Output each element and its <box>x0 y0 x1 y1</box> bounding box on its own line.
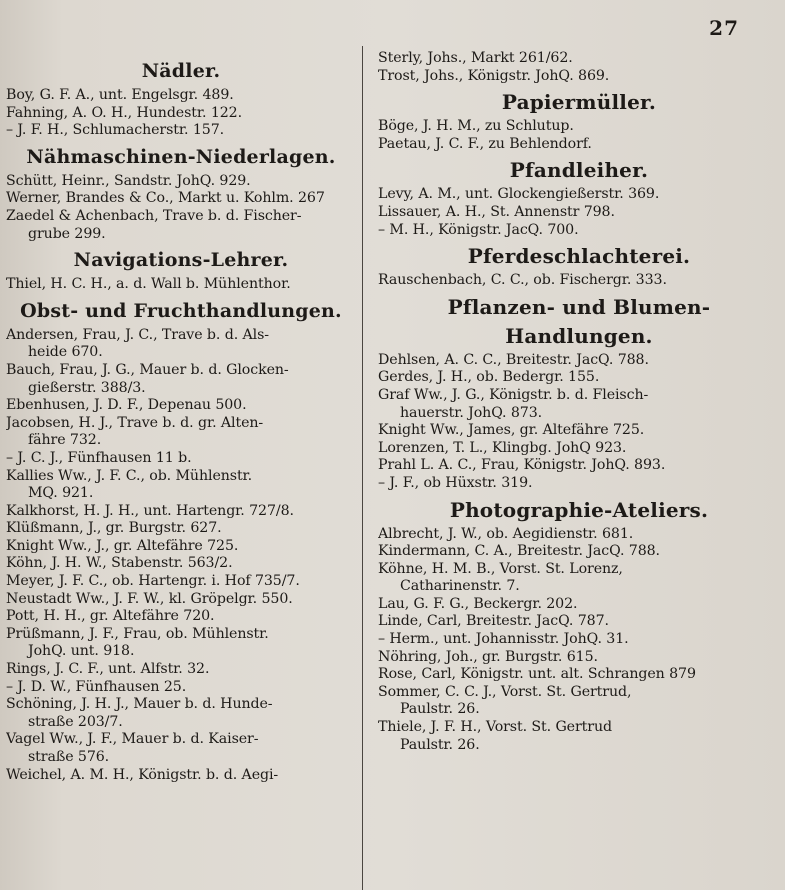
directory-entry: Meyer, J. F. C., ob. Hartengr. i. Hof 735/7. <box>6 573 300 590</box>
directory-entry-continuation: hauerstr. JohQ. 873. <box>400 404 543 421</box>
section-photographie-ateliers <box>378 497 780 755</box>
directory-entry: Kindermann, C. A., Breitestr. JacQ. 788. <box>378 543 660 560</box>
directory-entry: Prüßmann, J. F., Frau, ob. Mühlenstr. <box>6 625 269 642</box>
directory-entry: Paetau, J. C. F., zu Behlendorf. <box>378 135 592 152</box>
directory-entry: – J. F., ob Hüxstr. 319. <box>378 474 533 491</box>
directory-entry: Rauschenbach, C. C., ob. Fischergr. 333. <box>378 272 667 289</box>
directory-entry-continuation: gießerstr. 388/3. <box>28 379 146 396</box>
directory-entry: Graf Ww., J. G., Königstr. b. d. Fleisch- <box>378 386 649 403</box>
section-heading-line2: Handlungen. <box>505 323 653 348</box>
directory-entry: Klüßmann, J., gr. Burgstr. 627. <box>6 520 222 537</box>
section-heading: Photographie-Ateliers. <box>449 497 709 522</box>
section-papiermueller <box>378 89 780 153</box>
directory-entry-continuation: JohQ. unt. 918. <box>28 643 135 660</box>
directory-entry-continuation: MQ. 921. <box>28 485 94 502</box>
directory-entry: Lissauer, A. H., St. Annenstr 798. <box>378 203 615 220</box>
directory-entry: Thiel, H. C. H., a. d. Wall b. Mühlenthor. <box>6 276 291 293</box>
section-heading: Pflanzen- und Blumen- <box>447 294 711 319</box>
directory-entry: Schöning, J. H. J., Mauer b. d. Hunde- <box>6 696 273 713</box>
directory-entry: Trost, Johs., Königstr. JohQ. 869. <box>378 67 610 84</box>
directory-entry-continuation: straße 576. <box>28 749 110 765</box>
directory-entry: Albrecht, J. W., ob. Aegidienstr. 681. <box>378 525 634 542</box>
left-column <box>6 38 356 890</box>
section-pferdeschlachterei <box>378 243 780 290</box>
directory-entry: Lorenzen, T. L., Klingbg. JohQ 923. <box>378 439 627 456</box>
directory-entry: Gerdes, J. H., ob. Bedergr. 155. <box>378 369 600 386</box>
directory-entry: Thiele, J. F. H., Vorst. St. Gertrud <box>378 719 612 736</box>
section-navigations-lehrer <box>6 247 356 294</box>
directory-entry: Köhn, J. H. W., Stabenstr. 563/2. <box>6 555 233 572</box>
section-pfandleiher <box>378 157 780 239</box>
section-continued <box>378 50 780 85</box>
directory-entry: Boy, G. F. A., unt. Engelsgr. 489. <box>6 87 234 103</box>
section-heading: Nädler. <box>141 60 221 82</box>
directory-entry: Köhne, H. M. B., Vorst. St. Lorenz, <box>378 560 623 577</box>
section-naehmaschinen <box>6 144 356 243</box>
directory-entry: – J. F. H., Schlumacherstr. 157. <box>6 122 225 139</box>
directory-entry: Rose, Carl, Königstr. unt. alt. Schrangen 879 <box>378 666 696 683</box>
directory-entry: – Herm., unt. Johannisstr. JohQ. 31. <box>378 631 629 648</box>
section-obst-fruchthandlungen <box>6 298 356 784</box>
directory-entry: Weichel, A. M. H., Königstr. b. d. Aegi- <box>6 766 279 783</box>
directory-entry: Rings, J. C. F., unt. Alfstr. 32. <box>6 661 210 678</box>
directory-entry: Neustadt Ww., J. F. W., kl. Gröpelgr. 550. <box>6 590 293 607</box>
directory-entry: Knight Ww., J., gr. Altefähre 725. <box>6 537 239 554</box>
directory-entry: Zaedel & Achenbach, Trave b. d. Fischer- <box>6 207 302 224</box>
directory-entry-continuation: grube 299. <box>28 225 106 242</box>
directory-entry-continuation: Catharinenstr. 7. <box>400 578 520 595</box>
section-heading: Papiermüller. <box>501 90 657 115</box>
section-naedler <box>6 58 356 140</box>
directory-entry: Böge, J. H. M., zu Schlutup. <box>378 118 574 135</box>
directory-entry: Pott, H. H., gr. Altefähre 720. <box>6 608 215 625</box>
section-heading: Pfandleiher. <box>509 158 649 183</box>
directory-entry: Dehlsen, A. C. C., Breitestr. JacQ. 788. <box>378 351 649 368</box>
directory-entry: – M. H., Königstr. JacQ. 700. <box>378 221 579 238</box>
directory-entry: Prahl L. A. C., Frau, Königstr. JohQ. 893. <box>378 457 666 474</box>
directory-entry: Jacobsen, H. J., Trave b. d. gr. Alten- <box>6 414 264 431</box>
directory-entry: Nöhring, Joh., gr. Burgstr. 615. <box>378 648 598 665</box>
directory-entry: Linde, Carl, Breitestr. JacQ. 787. <box>378 613 609 630</box>
directory-entry-continuation: Paulstr. 26. <box>400 701 480 718</box>
section-pflanzen-blumen <box>378 294 780 493</box>
directory-entry: Kallies Ww., J. F. C., ob. Mühlenstr. <box>6 467 253 484</box>
section-heading: Pferdeschlachterei. <box>467 244 691 269</box>
page-number: 27 <box>709 16 739 40</box>
column-divider <box>362 46 363 890</box>
directory-entry: Knight Ww., James, gr. Altefähre 725. <box>378 422 645 439</box>
directory-entry: Fahning, A. O. H., Hundestr. 122. <box>6 104 243 121</box>
directory-entry: Ebenhusen, J. D. F., Depenau 500. <box>6 397 247 414</box>
directory-entry: Lau, G. F. G., Beckergr. 202. <box>378 595 578 612</box>
directory-entry: Vagel Ww., J. F., Mauer b. d. Kaiser- <box>6 731 259 748</box>
directory-entry: Sommer, C. C. J., Vorst. St. Gertrud, <box>378 683 632 700</box>
directory-entry-continuation: fähre 732. <box>28 432 102 449</box>
section-heading: Nähmaschinen-Niederlagen. <box>26 145 336 168</box>
directory-entry: Levy, A. M., unt. Glockengießerstr. 369. <box>378 186 660 203</box>
right-column <box>378 38 780 890</box>
directory-entry-continuation: heide 670. <box>28 344 103 361</box>
section-heading: Obst- und Fruchthandlungen. <box>20 299 342 322</box>
directory-entry: Bauch, Frau, J. G., Mauer b. d. Glocken- <box>6 361 289 378</box>
section-heading: Navigations-Lehrer. <box>73 249 289 272</box>
directory-entry: Sterly, Johs., Markt 261/62. <box>378 50 573 66</box>
directory-entry: Kalkhorst, H. J. H., unt. Hartengr. 727/8. <box>6 502 294 519</box>
directory-entry: Andersen, Frau, J. C., Trave b. d. Als- <box>6 326 269 343</box>
directory-entry: Schütt, Heinr., Sandstr. JohQ. 929. <box>6 172 251 189</box>
directory-entry-continuation: Paulstr. 26. <box>400 736 480 753</box>
directory-entry: Werner, Brandes & Co., Markt u. Kohlm. 267 <box>6 190 325 207</box>
directory-entry: – J. C. J., Fünfhausen 11 b. <box>6 449 192 466</box>
directory-entry-continuation: straße 203/7. <box>28 713 123 730</box>
directory-entry: – J. D. W., Fünfhausen 25. <box>6 678 187 695</box>
